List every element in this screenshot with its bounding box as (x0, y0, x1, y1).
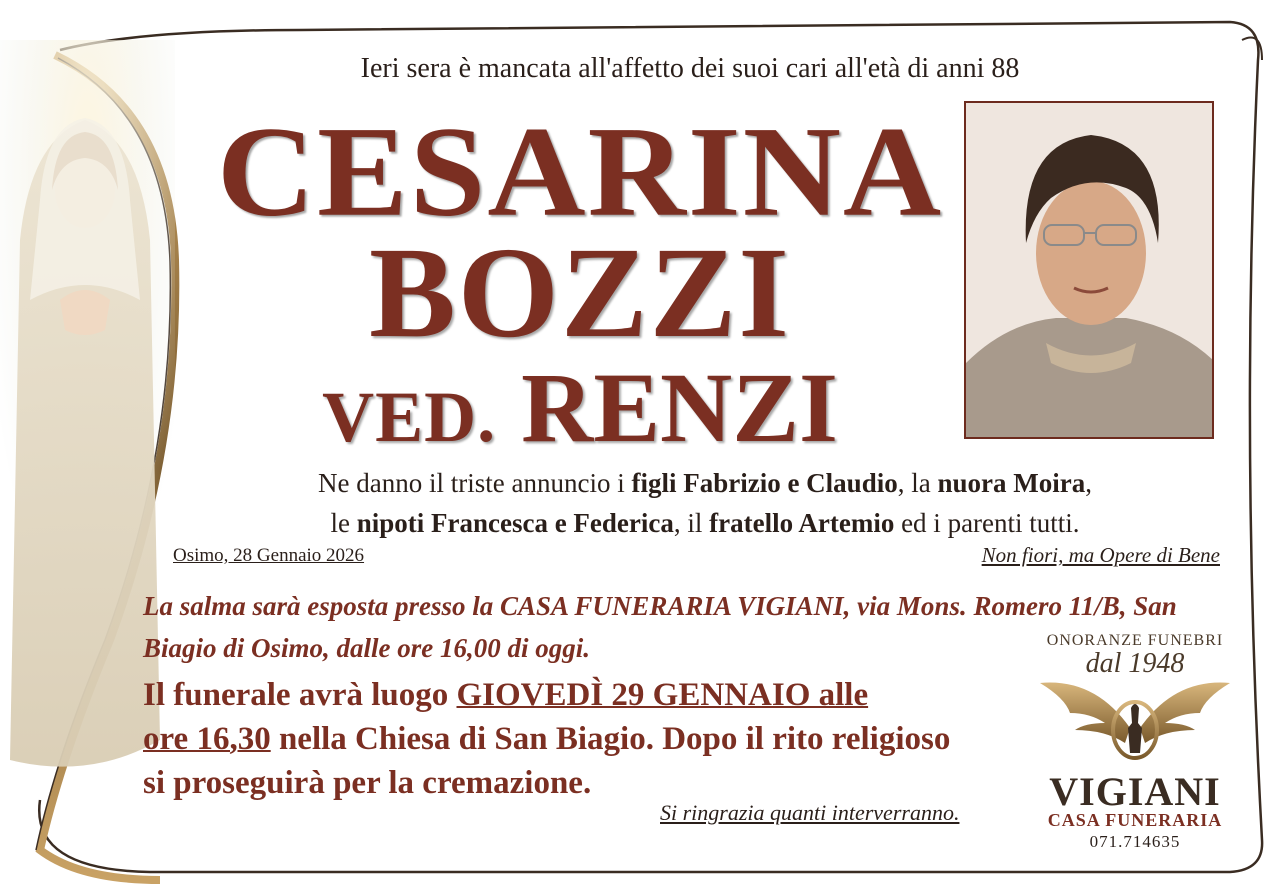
intro-text: Ieri sera è mancata all'affetto dei suoi cari all'età di anni 88 (360, 53, 1020, 84)
announce-brother: fratello Artemio (709, 508, 895, 538)
announce-text: , la (897, 468, 938, 498)
portrait-photo-icon (966, 103, 1214, 439)
announce-text: , (1085, 468, 1092, 498)
funeral-text: nella Chiesa di San Biagio. Dopo il rito religioso si proseguirà per la cremazione. (143, 721, 951, 801)
funeral-time: ore 16,30 (143, 721, 271, 757)
angel-wings-logo (1035, 668, 1235, 768)
logo-since-text: dal 1948 (1085, 648, 1185, 679)
announce-text: le (330, 508, 357, 538)
viewing-info: La salma sarà esposta presso la CASA FUNERARIA VIGIANI, via Mons. Romero 11/B, San Biagio di Osimo, dalle ore 16,00 di oggi. (143, 591, 1177, 663)
announce-grandchildren: nipoti Francesca e Federica (356, 508, 674, 538)
logo-name: VIGIANI (1049, 769, 1221, 814)
no-flowers-note: Non fiori, ma Opere di Bene (981, 543, 1220, 567)
deceased-first-name: CESARINA (216, 100, 944, 244)
announce-daughter-in-law: nuora Moira (937, 468, 1086, 498)
announce-sons: figli Fabrizio e Claudio (631, 468, 898, 498)
announcement (180, 463, 1230, 543)
funeral-info (143, 673, 973, 805)
thanks-note: Si ringrazia quanti interverranno. (660, 800, 960, 825)
funeral-home-logo (1035, 628, 1235, 858)
deceased-last-name: BOZZI (369, 221, 791, 365)
deceased-married-name (320, 352, 840, 463)
announce-text: ed i parenti tutti. (894, 508, 1080, 538)
date-place: Osimo, 28 Gennaio 2026 (173, 545, 365, 566)
logo-phone: 071.714635 (1089, 832, 1181, 851)
logo-subtitle: CASA FUNERARIA (1047, 810, 1223, 830)
announce-text: Ne danno il triste annuncio i (318, 468, 632, 498)
portrait-photo (964, 101, 1214, 439)
ved-prefix: VED. (322, 377, 497, 457)
funeral-date: GIOVEDÌ 29 GENNAIO alle (456, 677, 869, 713)
logo-top-text: ONORANZE FUNEBRI (1046, 632, 1224, 649)
married-surname: RENZI (521, 352, 838, 463)
funeral-text: Il funerale avrà luogo (143, 677, 457, 713)
announce-text: , il (673, 508, 710, 538)
